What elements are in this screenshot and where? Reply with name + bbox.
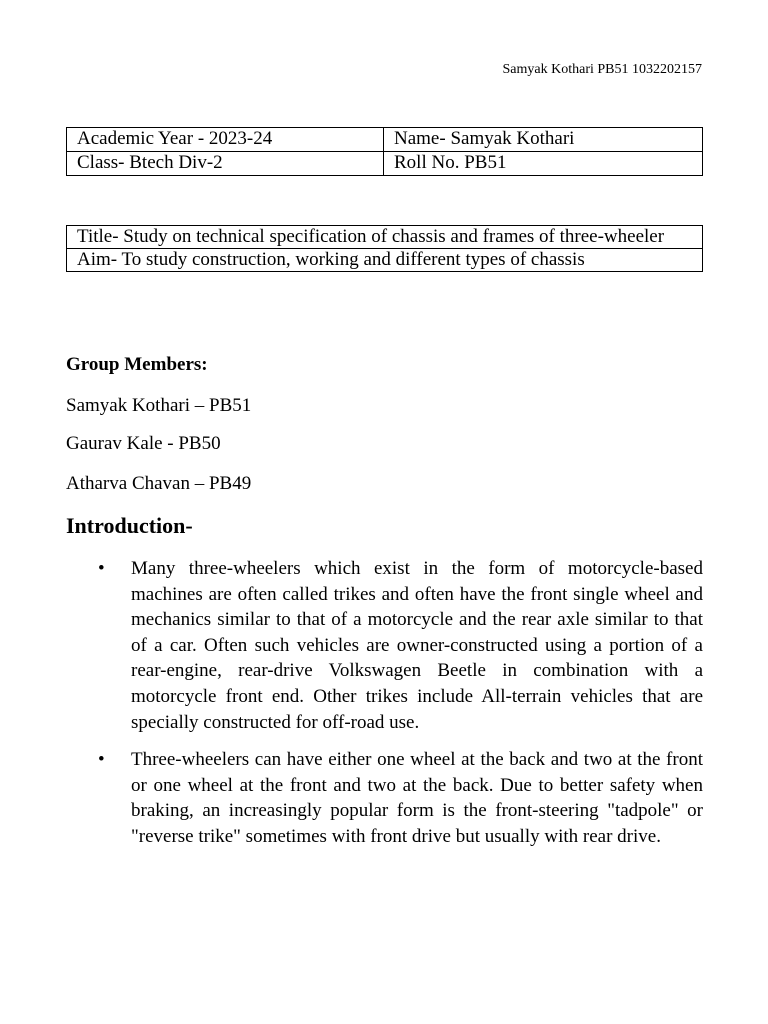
group-member-2: Gaurav Kale - PB50 <box>66 433 221 454</box>
group-members-heading: Group Members: <box>66 354 208 375</box>
roll-no-cell: Roll No. PB51 <box>384 152 703 176</box>
table-row <box>67 128 703 152</box>
table-row <box>67 249 703 272</box>
introduction-bullet-list <box>66 556 703 862</box>
name-cell: Name- Samyak Kothari <box>384 128 703 152</box>
table-row <box>67 152 703 176</box>
title-aim-table <box>66 225 703 272</box>
student-header-line: Samyak Kothari PB51 1032202157 <box>502 62 702 77</box>
bullet-text: Many three-wheelers which exist in the form of motorcycle-based machines are often called trikes and often have the front single wheel and mechanics similar to that of a motorcycle and the rear axle similar to that of a car. Often such vehicles are owner-constructed using a portion of a rear-engine, rear-drive Volkswagen Beetle in combination with a motorcycle front end. Other trikes include All-terrain vehicles that are specially constructed for off-road use. <box>131 558 703 733</box>
aim-cell: Aim- To study construction, working and different types of chassis <box>67 249 703 272</box>
group-member-3: Atharva Chavan – PB49 <box>66 473 252 494</box>
bullet-text: Three-wheelers can have either one wheel at the back and two at the front or one wheel at the front and two at the back. Due to better safety when braking, an increasingly popular form is the front-steering "tadpole" or "reverse trike" sometimes with front drive but usually with rear drive. <box>131 749 703 847</box>
bullet-icon: • <box>98 558 105 579</box>
student-info-table <box>66 127 703 176</box>
bullet-icon: • <box>98 749 105 771</box>
introduction-heading: Introduction- <box>66 513 193 538</box>
academic-year-cell: Academic Year - 2023-24 <box>67 128 384 152</box>
list-item <box>66 556 703 735</box>
title-cell: Title- Study on technical specification of chassis and frames of three-wheeler <box>67 226 703 249</box>
class-cell: Class- Btech Div-2 <box>67 152 384 176</box>
list-item <box>66 747 703 849</box>
group-member-1: Samyak Kothari – PB51 <box>66 395 252 416</box>
table-row <box>67 226 703 249</box>
